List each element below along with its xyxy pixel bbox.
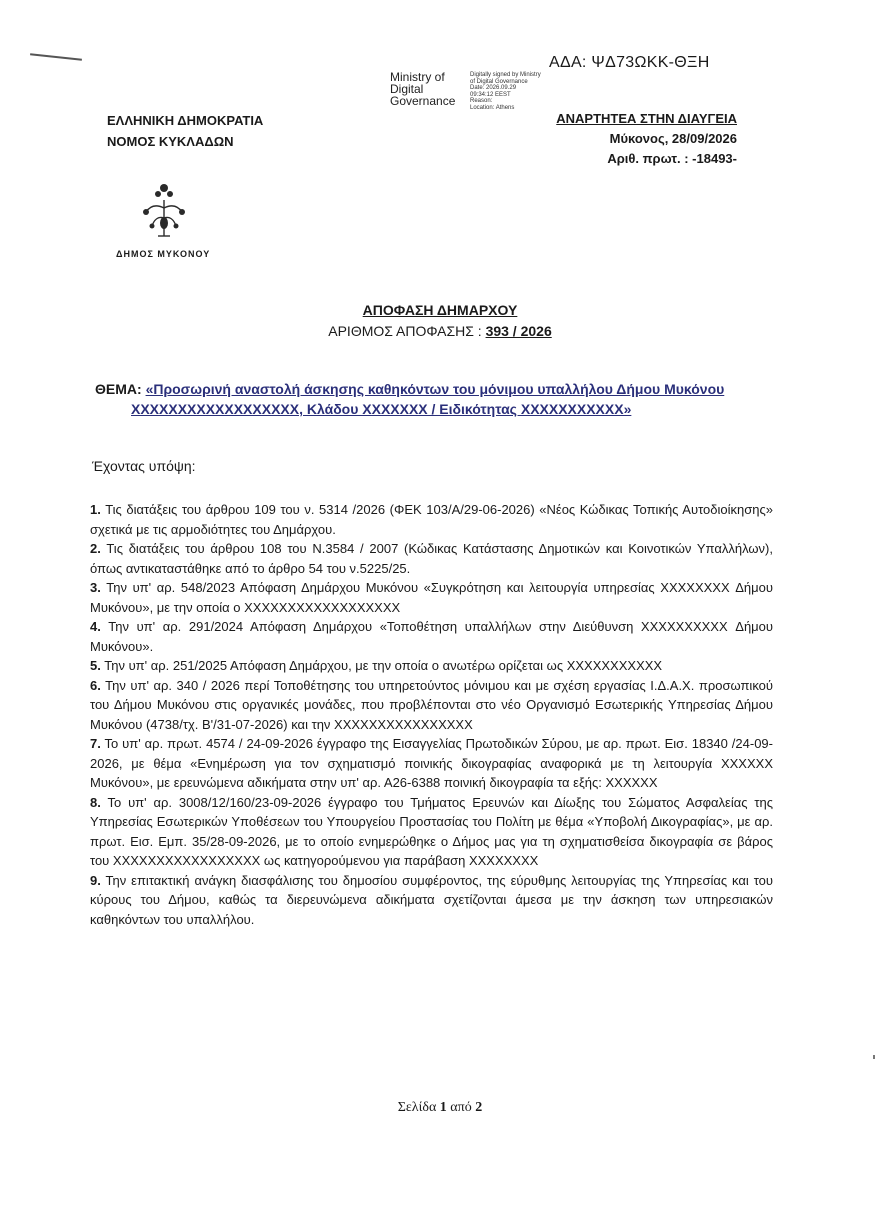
posted-notice: ΑΝΑΡΤΗΤΕΑ ΣΤΗΝ ΔΙΑΥΓΕΙΑ [556, 111, 737, 126]
list-item: 2. Τις διατάξεις του άρθρου 108 του Ν.3584 / 2007 (Κώδικας Κατάστασης Δημοτικών και Κοινοτικών Υπαλλήλων), όπως αντικαταστάθηκε από το άρθρο 54 του ν.5225/25. [90, 541, 773, 576]
subject-text-line2: XXXXXXXXXXXXXXXXXX, Κλάδου XXXXXXX / Ειδικότητας XXXXXXXXXXX» [131, 401, 632, 417]
issuer-header [107, 110, 263, 152]
decision-number: ΑΡΙΘΜΟΣ ΑΠΟΦΑΣΗΣ : 393 / 2026 [328, 323, 552, 339]
document-meta [541, 109, 737, 169]
digital-signature-block [390, 71, 541, 112]
signature-details: Digitally signed by Ministry of Digital Governance Date: 2026.09.29 09:34:12 EEST Reason: Location: Athens [470, 72, 541, 111]
list-item: 1. Τις διατάξεις του άρθρου 109 του ν. 5314 /2026 (ΦΕΚ 103/Α/29-06-2026) «Νέος Κώδικας Τοπικής Αυτοδιοίκησης» σχετικά με τις αρμοδιότητες του Δημάρχου. [90, 502, 773, 537]
pen-stroke-mark [30, 53, 82, 60]
decision-title: ΑΠΟΦΑΣΗ ΔΗΜΑΡΧΟΥ [362, 302, 518, 318]
logo-caption: ΔΗΜΟΣ ΜΥΚΟΝΟΥ [116, 249, 211, 259]
list-item: 4. Την υπ' αρ. 291/2024 Απόφαση Δημάρχου «Τοποθέτηση υπαλλήλων στην Διεύθυνση XXXXXXXXXX Δήμου Μυκόνου». [90, 619, 773, 654]
signer-name: Ministry of Digital Governance [390, 70, 456, 108]
subject-text-line1: «Προσωρινή αναστολή άσκησης καθηκόντων του μόνιμου υπαλλήλου Δήμου Μυκόνου [145, 381, 725, 397]
subject-label: ΘΕΜΑ: [95, 381, 142, 397]
page-footer: Σελίδα 1 από 2 [397, 1100, 483, 1115]
list-item: 5. Την υπ' αρ. 251/2025 Απόφαση Δημάρχου, με την οποία ο ανωτέρω ορίζεται ως XXXXXXXXXXX [90, 658, 663, 673]
list-item: 3. Την υπ' αρ. 548/2023 Απόφαση Δημάρχου Μυκόνου «Συγκρότηση και λειτουργία υπηρεσίας XXXXXXXX Δήμου Μυκόνου», με την οποία ο XXXXXXXXXXXXXXXXXX [90, 580, 773, 615]
list-item: 6. Την υπ' αρ. 340 / 2026 περί Τοποθέτησης του υπηρετούντος μόνιμου και με σχέση εργασίας Ι.Δ.Α.Χ. προσωπικού του Δήμου Μυκόνου στις οργανικές μονάδες, που προβλέπονται στο νέο Οργανισμό Εσωτερικής Υπηρεσίας Δήμου Μυκόνου (4738/τχ. Β'/31-07-2026) και την XXXXXXXXXXXXXXXX [90, 677, 773, 732]
protocol-number: Αριθ. πρωτ. : -18493- [607, 151, 737, 166]
considerations-list [90, 500, 773, 929]
list-item: 9. Την επιτακτική ανάγκη διασφάλισης του δημοσίου συμφέροντος, της εύρυθμης λειτουργίας της Υπηρεσίας και του κύρους του Δήμου, καθώς τα διερευνώμενα αδικήματα σχετίζονται άμεσα με την άσκηση των υπηρεσιακών καθηκόντων του υπαλλήλου. [90, 872, 773, 927]
list-item: 7. Το υπ' αρ. πρωτ. 4574 / 24-09-2026 έγγραφο της Εισαγγελίας Πρωτοδικών Σύρου, με αρ. πρωτ. Εισ. 18340 /24-09-2026, με θέμα «Ενημέρωση για τον σχηματισμό ποινικής δικογραφίας αναφορικά με τη λειτουργία XXXXXX Μυκόνου», με ερευνώμενα αδικήματα στην υπ' αρ. Α26-6388 ποινική δικογραφία τα εξής: XXXXXX [90, 736, 773, 790]
place-date: Μύκονος, 28/09/2026 [609, 131, 737, 146]
scan-speck [873, 1055, 875, 1059]
having-considered-label: Έχοντας υπόψη: [92, 458, 196, 474]
prefecture-name: ΝΟΜΟΣ ΚΥΚΛΑΔΩΝ [107, 134, 234, 149]
decision-heading [280, 300, 600, 342]
municipality-logo-icon [132, 178, 196, 238]
republic-name: ΕΛΛΗΝΙΚΗ ΔΗΜΟΚΡΑΤΙΑ [107, 113, 264, 128]
ada-code: ΑΔΑ: ΨΔ73ΩΚΚ-ΘΞΗ [549, 54, 710, 71]
subject-block [95, 379, 775, 419]
list-item: 8. Το υπ' αρ. 3008/12/160/23-09-2026 έγγραφο του Τμήματος Ερευνών και Δίωξης του Σώματος Ασφαλείας της Υπηρεσίας Εσωτερικών Υποθέσεων του Υπουργείου Προστασίας του Πολίτη με θέμα «Υποβολή Δικογραφίας», με αρ. πρωτ. Εισ. Εμπ. 35/28-09-2026, με το οποίο ενημερώθηκε ο Δήμος μας για τη σχηματισθείσα δικογραφία σε βάρος του XXXXXXXXXXXXXXXXX ως κατηγορούμενου για παράβαση XXXXXXXX [90, 794, 773, 868]
